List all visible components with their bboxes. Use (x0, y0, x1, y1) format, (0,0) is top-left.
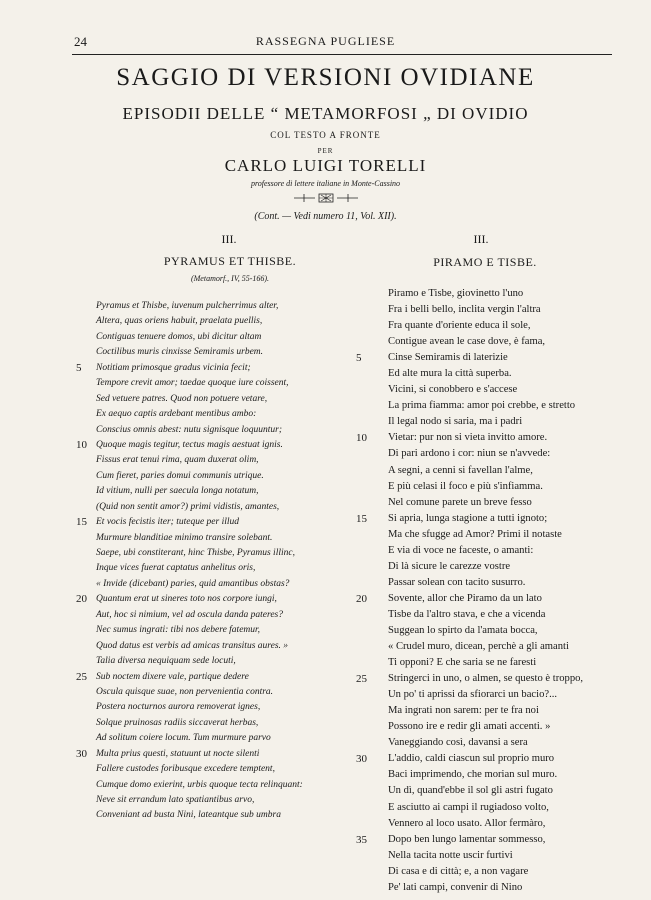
italian-verse-text: Un po' ti aprissi da sfiorarci un bacio?... (388, 689, 558, 701)
latin-verse-line (96, 314, 352, 329)
italian-verse-line (356, 751, 630, 767)
italian-verse-text: Passar solean con tacito susurro. (388, 576, 526, 588)
latin-verse-line (76, 515, 352, 530)
latin-verse-text: Coctilibus muris cinxisse Semiramis urbem. (96, 347, 264, 358)
latin-verse-line (96, 531, 352, 546)
italian-line-number: 15 (356, 512, 367, 525)
article-title: SAGGIO DI VERSIONI OVIDIANE (116, 64, 535, 91)
latin-verse-line (96, 608, 352, 623)
latin-verse-text: Ad solitum coiere locum. Tum murmure parvo (96, 733, 271, 744)
latin-verse-text: Notitiam primosque gradus vicinia fecit; (96, 362, 251, 373)
latin-verse-line (96, 484, 352, 499)
latin-verse-line (96, 778, 352, 793)
latin-line-number: 25 (76, 670, 87, 683)
italian-verse-line (360, 800, 630, 816)
latin-verse-line (76, 361, 352, 376)
latin-verse-text: Altera, quas oriens habuit, praelata puellis, (96, 316, 263, 327)
italian-verse-line (360, 719, 630, 735)
latin-verse-line (96, 793, 352, 808)
latin-verse-line (76, 592, 352, 607)
italian-verse-text: Vicini, si conobbero e s'accese (388, 384, 518, 396)
italian-verse-text: Vietar: pur non si vieta invitto amore. (388, 432, 548, 444)
italian-verse-line (360, 639, 630, 655)
latin-verse-line (96, 453, 352, 468)
italian-verse-text: Suggean lo spirto da l'amata bocca, (388, 624, 538, 636)
italian-verse-line (360, 398, 630, 414)
italian-verse-line (356, 591, 630, 607)
italian-verse-text: Dopo ben lungo lamentar sommesso, (388, 833, 546, 845)
italian-verse-text: Il legal nodo si saria, ma i padri (388, 416, 523, 428)
ornament-icon (293, 192, 359, 204)
italian-verse-text: Ti opponi? E che saria se ne faresti (388, 657, 537, 669)
italian-verse-line (360, 286, 630, 302)
latin-verse-text: Inque vices fuerat captatus anhelitus oris, (96, 563, 256, 574)
italian-verse-line (360, 687, 630, 703)
latin-verse-text: Et vocis fecistis iter; tuteque per illud (96, 517, 239, 528)
italian-line-number: 35 (356, 833, 367, 846)
author-name: CARLO LUIGI TORELLI (224, 156, 427, 175)
latin-verse-line (96, 685, 352, 700)
latin-verse-line (96, 808, 352, 823)
italian-verse-text: Ed alte mura la città superba. (388, 368, 512, 380)
latin-verse-text: (Quid non sentit amor?) primi vidistis, amantes, (96, 501, 280, 512)
italian-verse-line (356, 350, 630, 366)
latin-source-reference: (Metamorf., IV, 55-166). (190, 274, 270, 283)
italian-verse-line (360, 783, 630, 799)
italian-verse-line (356, 430, 630, 446)
italian-verse-text: Vennero al loco usato. Allor fermàro, (388, 817, 546, 829)
italian-verse-text: E via di voce ne faceste, o amanti: (388, 544, 534, 556)
italian-roman-numeral: III. (473, 232, 489, 246)
per-line: PER (317, 147, 334, 155)
italian-section-title: PIRAMO E TISBE. (433, 255, 537, 269)
italian-verse-line (360, 864, 630, 880)
latin-verse-text: « Invide (dicebant) paries, quid amantibus obstas? (96, 578, 290, 589)
italian-verse-line (360, 767, 630, 783)
latin-verse-text: Sed vetuere patres. Quod non potuere vetare, (96, 393, 268, 404)
italian-verse-text: Piramo e Tisbe, giovinetto l'uno (388, 288, 524, 299)
italian-verse-line (360, 527, 630, 543)
latin-verse-line (96, 762, 352, 777)
latin-verse-text: Aut, hoc si nimium, vel ad oscula danda pateres? (96, 609, 283, 620)
italian-verse-line (360, 543, 630, 559)
latin-verse-text: Fissus erat tenui rima, quam duxerat olim, (96, 455, 259, 466)
latin-verse-text: Fallere custodes foribusque excedere temptent, (96, 764, 275, 775)
continuation-note (0, 211, 651, 222)
latin-verse-line (96, 423, 352, 438)
italian-verse-text: Vaneggiando così, davansi a sera (388, 737, 528, 749)
italian-verse-line (356, 511, 630, 527)
latin-verse-line (96, 500, 352, 515)
latin-line-number: 15 (76, 516, 87, 529)
italian-verse-text: Nel comune parete un breve fesso (388, 496, 532, 508)
latin-verse-text: Tempore crevit amor; taedae quoque iure coissent, (96, 378, 289, 389)
latin-verse-line (96, 623, 352, 638)
italian-verse-text: Pe' lati campi, convenir di Nino (388, 881, 523, 893)
latin-verse-text: Quoque magis tegitur, tectus magis aestuat ignis. (96, 439, 283, 450)
italian-verse-line (360, 334, 630, 350)
italian-verse-text: Baci imprimendo, che morian sul muro. (388, 769, 558, 781)
italian-verse-text: Possono ire e redir gli amati accenti. » (388, 721, 551, 733)
italian-verse-line (360, 623, 630, 639)
latin-verse-line (96, 299, 352, 314)
latin-verse-text: Cum fieret, paries domui communis utrique. (96, 470, 264, 481)
latin-verse-text: Saepe, ubi constiterant, hinc Thisbe, Pyramus illinc, (96, 548, 295, 558)
italian-verse-text: Tisbe da l'altro stava, e che a vicenda (388, 608, 546, 620)
latin-verse-text: Conveniant ad busta Nini, lateantque sub umbra (96, 810, 281, 821)
latin-section-title: PYRAMUS ET THISBE. (163, 254, 297, 268)
latin-verse-line (96, 469, 352, 484)
italian-verse-line (360, 479, 630, 495)
latin-roman-numeral: III. (221, 232, 237, 246)
italian-verse-text: Di casa e di città; e, a non vagare (388, 865, 529, 877)
italian-verse-line (360, 463, 630, 479)
ornament-divider (293, 191, 359, 209)
italian-verse-text: Sovente, allor che Piramo da un lato (388, 592, 542, 604)
italian-verse-line (360, 559, 630, 575)
italian-verse-text: E asciutto ai campi il rugiadoso volto, (388, 801, 549, 813)
italian-verse-text: Un dì, quand'ebbe il sol gli astri fugato (388, 785, 553, 797)
latin-verse-line (96, 561, 352, 576)
page-number: 24 (74, 34, 87, 49)
continuation-text: (Cont. — Vedi numero 11, Vol. XII). (254, 211, 397, 222)
latin-verse-text: Sub noctem dixere vale, partique dedere (96, 671, 249, 682)
italian-verse-line (360, 414, 630, 430)
italian-verse-text: Fra quante d'oriente educa il sole, (388, 320, 531, 332)
italian-line-number: 5 (356, 352, 362, 365)
latin-verse-line (96, 392, 352, 407)
italian-verse-line (360, 880, 630, 896)
with-text-line: COL TESTO A FRONTE (270, 130, 381, 140)
latin-verse-line (96, 376, 352, 391)
italian-verse-line (360, 302, 630, 318)
latin-verse-text: Id vitium, nulli per saecula longa notatum, (96, 486, 259, 497)
latin-verse-line (96, 716, 352, 731)
latin-line-number: 5 (76, 361, 82, 374)
italian-verse-line (360, 735, 630, 751)
latin-verse-line (96, 345, 352, 360)
italian-verse-line (360, 366, 630, 382)
italian-verse-text: Di pari ardono i cor: niun se n'avvede: (388, 448, 551, 460)
italian-line-number: 30 (356, 753, 367, 766)
italian-verse-line (360, 816, 630, 832)
running-title: RASSEGNA PUGLIESE (255, 34, 396, 48)
italian-verse-line (360, 446, 630, 462)
italian-verse-text: Ma ingrati non sarem: per te fra noi (388, 705, 539, 717)
italian-verse-text: « Crudel muro, dicean, perchè a gli amanti (388, 641, 569, 653)
latin-verse-text: Quantum erat ut sineres toto nos corpore iungi, (96, 594, 277, 605)
latin-verse-text: Multa prius questi, statuunt ut nocte silenti (96, 748, 260, 759)
latin-verse-line (76, 438, 352, 453)
italian-line-number: 10 (356, 432, 367, 445)
italian-verse-text: Nella tacita notte uscir furtivi (388, 849, 513, 861)
author-role: professore di lettere italiane in Monte-Cassino (250, 179, 401, 188)
italian-verse-text: La prima fiamma: amor poi crebbe, e stretto (388, 400, 576, 412)
latin-verse-text: Neve sit errandum lato spatiantibus arvo, (96, 795, 255, 805)
italian-verse-line (356, 832, 630, 848)
header-rule (72, 54, 612, 55)
latin-verse-line (96, 700, 352, 715)
italian-verse-text: Cinse Semiramis di laterizie (388, 352, 508, 364)
italian-line-number: 20 (356, 592, 367, 605)
latin-line-number: 30 (76, 747, 87, 760)
latin-text-column (76, 299, 352, 824)
latin-verse-line (96, 407, 352, 422)
latin-line-number: 20 (76, 593, 87, 606)
italian-verse-line (360, 318, 630, 334)
italian-verse-text: Di là sicure le carezze vostre (388, 560, 511, 572)
latin-verse-text: Postera nocturnos aurora removerat ignes, (96, 702, 261, 713)
latin-verse-text: Murmure blanditiae minimo transire solebant. (96, 532, 273, 543)
italian-verse-line (360, 848, 630, 864)
latin-verse-text: Quod datus est verbis ad amicas transitus aures. » (96, 640, 289, 651)
italian-verse-line (360, 655, 630, 671)
italian-verse-line (360, 575, 630, 591)
latin-verse-text: Talia diversa nequiquam sede locuti, (96, 656, 236, 667)
latin-verse-line (96, 639, 352, 654)
latin-verse-text: Oscula quisque suae, non pervenientia contra. (96, 686, 274, 697)
latin-verse-line (96, 577, 352, 592)
italian-verse-line (360, 703, 630, 719)
latin-verse-line (96, 654, 352, 669)
latin-verse-text: Cumque domo exierint, urbis quoque tecta relinquant: (96, 779, 303, 790)
latin-verse-line (76, 670, 352, 685)
latin-verse-line (96, 330, 352, 345)
latin-verse-text: Contiguas tenuere domos, ubi dicitur altam (96, 331, 262, 342)
italian-verse-text: A segni, a cenni si favellan l'alme, (388, 464, 533, 476)
italian-verse-line (360, 607, 630, 623)
article-subtitle: EPISODII DELLE “ METAMORFOSI „ DI OVIDIO (122, 104, 529, 123)
italian-verse-text: E più celasi il foco e più s'infiamma. (388, 480, 543, 492)
latin-verse-text: Ex aequo captis ardebant mentibus ambo: (96, 409, 257, 420)
latin-line-number: 10 (76, 438, 87, 451)
italian-verse-line (360, 382, 630, 398)
latin-verse-text: Pyramus et Thisbe, iuvenum pulcherrimus alter, (96, 301, 279, 311)
italian-text-column (356, 286, 630, 896)
italian-verse-text: Ma che sfugge ad Amor? Primi il notaste (388, 528, 562, 540)
italian-verse-text: Fra i belli bello, inclita vergin l'altra (388, 304, 541, 316)
italian-verse-text: L'addio, caldi ciascun sul proprio muro (388, 753, 555, 765)
italian-verse-text: Stringerci in uno, o almen, se questo è troppo, (388, 673, 584, 685)
italian-verse-line (360, 495, 630, 511)
italian-verse-text: Si apria, lunga stagione a tutti ignoto; (388, 512, 548, 524)
italian-verse-text: Contigue avean le case dove, è fama, (388, 336, 546, 348)
latin-verse-text: Solque pruinosas radiis siccaverat herbas, (96, 717, 259, 728)
latin-verse-text: Conscius omnis abest: nutu signisque loquuntur; (96, 424, 283, 435)
latin-verse-text: Nec sumus ingrati: tibi nos debere fatemur, (96, 625, 261, 636)
italian-verse-line (356, 671, 630, 687)
latin-verse-line (76, 747, 352, 762)
italian-line-number: 25 (356, 673, 367, 686)
latin-verse-line (96, 731, 352, 746)
latin-verse-line (96, 546, 352, 561)
